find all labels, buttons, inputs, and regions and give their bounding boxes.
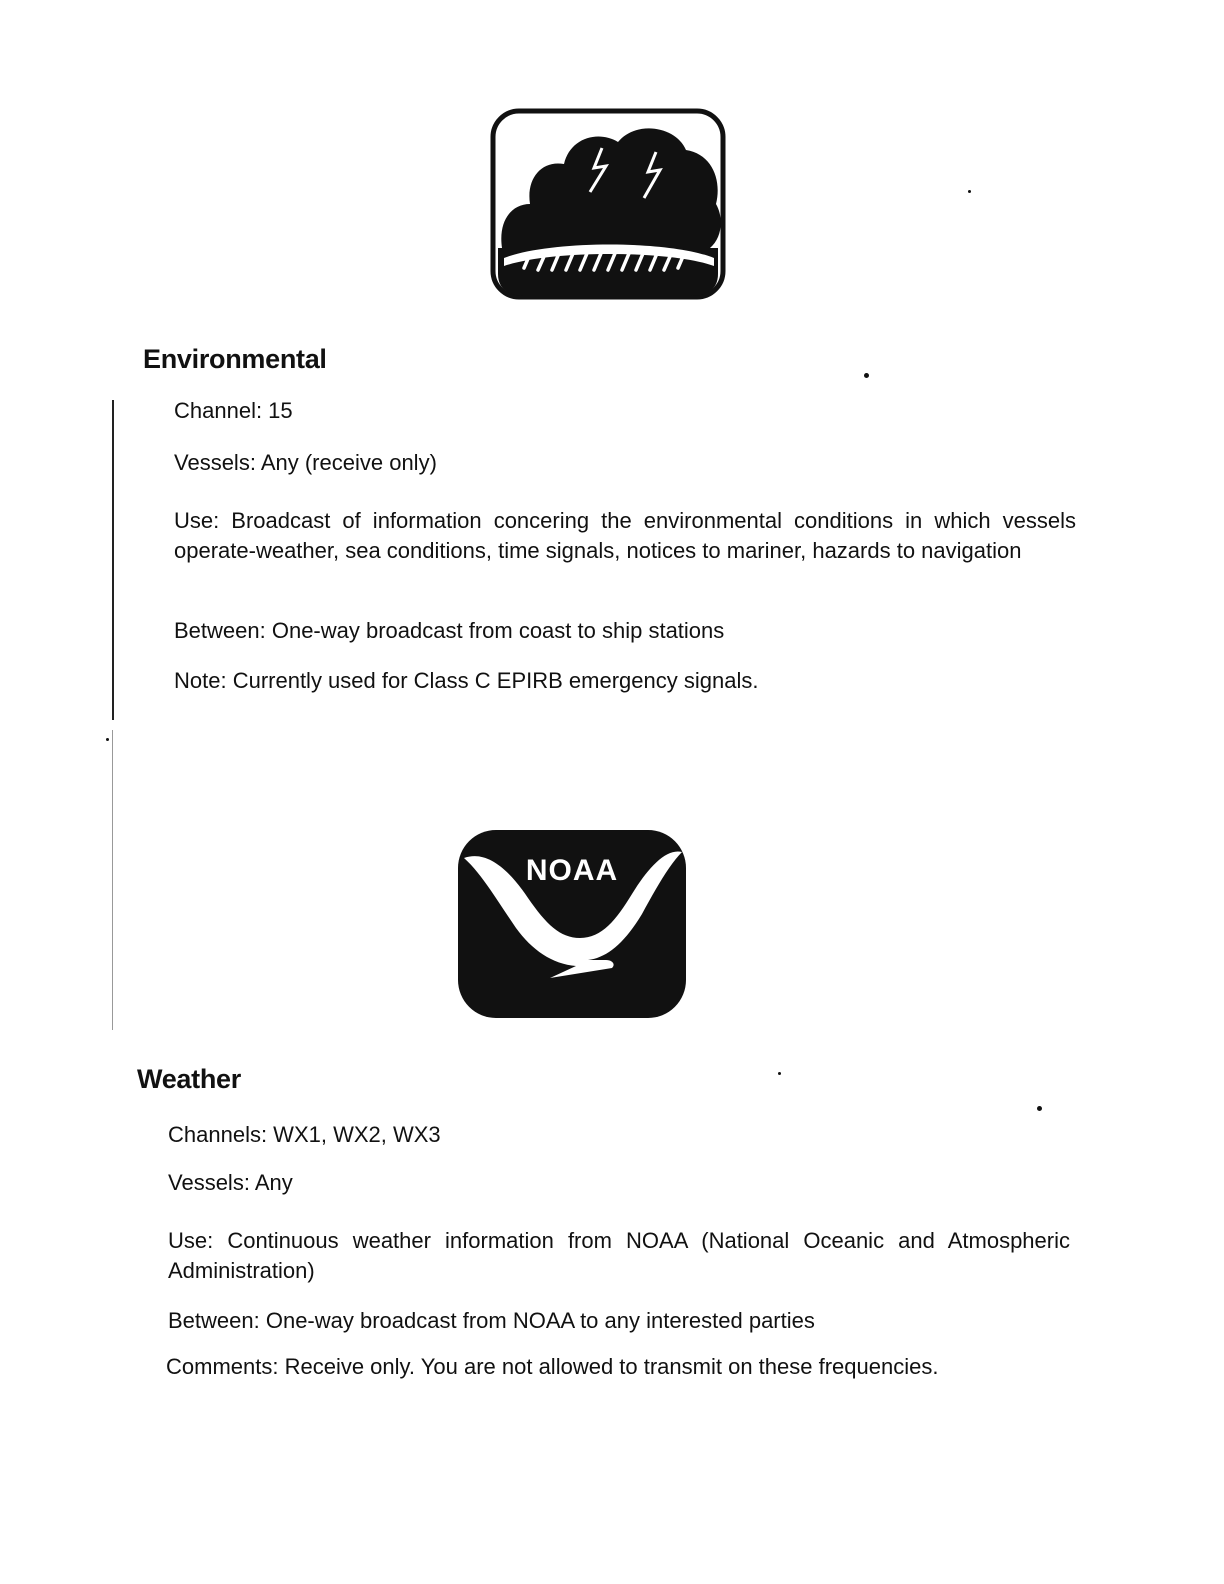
environmental-channel: Channel: 15 xyxy=(174,398,293,423)
margin-rule xyxy=(112,400,114,720)
weather-comments: Comments: Receive only. You are not allowed to transmit on these frequencies. xyxy=(166,1354,939,1379)
speck xyxy=(968,190,971,193)
environmental-note: Note: Currently used for Class C EPIRB emergency signals. xyxy=(174,668,759,693)
section-heading-environmental: Environmental xyxy=(143,344,327,374)
environmental-vessels: Vessels: Any (receive only) xyxy=(174,450,437,475)
margin-rule xyxy=(112,730,113,1030)
environmental-use: Use: Broadcast of information concering the environmental conditions in which vessels operate-weather, sea conditions, time signals, notices to mariner, hazards to navigation xyxy=(174,508,1076,563)
speck xyxy=(778,1072,781,1075)
environmental-between: Between: One-way broadcast from coast to ship stations xyxy=(174,618,725,643)
noaa-logo-icon xyxy=(456,828,688,1020)
weather-between: Between: One-way broadcast from NOAA to any interested parties xyxy=(168,1308,815,1333)
weather-vessels: Vessels: Any xyxy=(168,1170,293,1195)
speck xyxy=(1037,1106,1042,1111)
storm-cloud-icon xyxy=(490,108,726,300)
weather-channels: Channels: WX1, WX2, WX3 xyxy=(168,1122,441,1147)
section-heading-weather: Weather xyxy=(137,1064,241,1094)
noaa-logo-text: NOAA xyxy=(525,854,619,887)
speck xyxy=(864,373,869,378)
weather-use: Use: Continuous weather information from NOAA (National Oceanic and Atmospheric Administration) xyxy=(168,1228,1070,1283)
speck xyxy=(106,738,109,741)
